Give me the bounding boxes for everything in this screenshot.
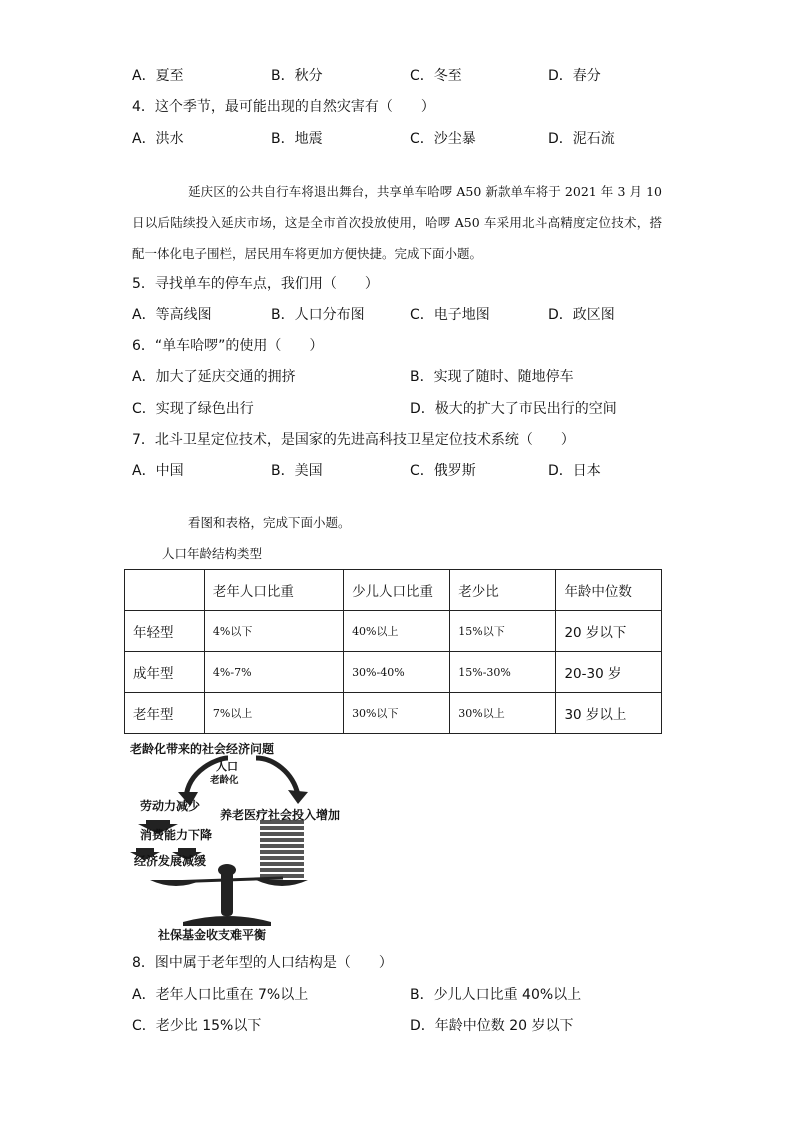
q8-stem: 8．图中属于老年型的人口结构是（ ） (132, 955, 393, 971)
diagram-label-investment: 养老医疗社会投入增加 (220, 808, 341, 822)
passage-table-intro: 看图和表格，完成下面小题。 (188, 515, 351, 530)
table-row (125, 652, 662, 693)
q7-option-c[interactable]: C．俄罗斯 (410, 463, 476, 479)
scale-pan-left (150, 880, 202, 886)
table-cell: 成年型 (125, 652, 205, 693)
population-structure-table (124, 569, 662, 734)
table-header-cell: 老年人口比重 (204, 570, 343, 611)
table-cell: 20 岁以下 (556, 611, 662, 652)
q5-option-a[interactable]: A．等高线图 (132, 307, 212, 323)
table-cell: 4%以下 (204, 611, 343, 652)
diagram-label-economy: 经济发展减缓 (134, 854, 207, 868)
q7-option-d[interactable]: D．日本 (548, 463, 601, 479)
q4-option-c[interactable]: C．沙尘暴 (410, 131, 476, 147)
table-cell: 40%以上 (344, 611, 450, 652)
diagram-label-labor: 劳动力减少 (140, 799, 201, 813)
diagram-label-fund: 社保基金收支难平衡 (158, 928, 267, 942)
table-cell: 老年型 (125, 693, 205, 734)
q8-option-a[interactable]: A．老年人口比重在 7%以上 (132, 987, 309, 1003)
q3-option-a[interactable]: A．夏至 (132, 68, 184, 84)
table-cell: 30%-40% (344, 652, 450, 693)
q6-option-b[interactable]: B．实现了随时、随地停车 (410, 369, 574, 385)
table-header-row (125, 570, 662, 611)
q3-option-d[interactable]: D．春分 (548, 68, 601, 84)
table-cell: 30%以上 (450, 693, 556, 734)
table-cell: 年轻型 (125, 611, 205, 652)
q4-option-a[interactable]: A．洪水 (132, 131, 184, 147)
q8-option-b[interactable]: B．少儿人口比重 40%以上 (410, 987, 582, 1003)
table-cell: 30 岁以上 (556, 693, 662, 734)
q3-option-c[interactable]: C．冬至 (410, 68, 462, 84)
scale-base (183, 916, 271, 926)
scale-pan-right (256, 880, 308, 886)
table-cell: 15%-30% (450, 652, 556, 693)
q5-option-d[interactable]: D．政区图 (548, 307, 615, 323)
q5-stem: 5．寻找单车的停车点，我们用（ ） (132, 276, 379, 292)
cycle-arrow-right (256, 758, 298, 795)
q5-option-c[interactable]: C．电子地图 (410, 307, 490, 323)
diagram-label-population: 人口 (216, 760, 238, 773)
coin-stack-icon (260, 820, 304, 878)
table-header-cell: 年龄中位数 (556, 570, 662, 611)
passage-bike (132, 176, 662, 269)
q6-option-d[interactable]: D．极大的扩大了市民出行的空间 (410, 401, 617, 417)
table-cell: 15%以下 (450, 611, 556, 652)
diagram-title: 老龄化带来的社会经济问题 (130, 742, 275, 756)
passage-bike-text: 延庆区的公共自行车将退出舞台，共享单车哈啰 A50 新款单车将于 2021 年 3 月 10 日以后陆续投入延庆市场，这是全市首次投放使用，哈啰 A50 车采用北斗高精度定位技术，搭配一体化电子围栏，居民用车将更加方便快捷。完成下面小题。 (132, 184, 662, 261)
table-row (125, 693, 662, 734)
q3-option-b[interactable]: B．秋分 (271, 68, 323, 84)
q6-option-a[interactable]: A．加大了延庆交通的拥挤 (132, 369, 296, 385)
table-cell: 7%以上 (204, 693, 343, 734)
table-cell: 4%-7% (204, 652, 343, 693)
table-header-cell (125, 570, 205, 611)
diagram-label-consumption: 消费能力下降 (140, 828, 213, 842)
scale-top (218, 864, 236, 876)
diagram-label-aging: 老龄化 (210, 775, 239, 786)
table-cell: 30%以下 (344, 693, 450, 734)
table-row (125, 611, 662, 652)
q6-option-c[interactable]: C．实现了绿色出行 (132, 401, 254, 417)
q6-stem: 6．“单车哈啰”的使用（ ） (132, 338, 324, 354)
table-cell: 20-30 岁 (556, 652, 662, 693)
q4-option-d[interactable]: D．泥石流 (548, 131, 615, 147)
table-caption: 人口年龄结构类型 (162, 546, 263, 561)
table-header-cell: 老少比 (450, 570, 556, 611)
table-header-cell: 少儿人口比重 (344, 570, 450, 611)
q7-option-a[interactable]: A．中国 (132, 463, 184, 479)
arrow-head-right (288, 790, 308, 804)
q8-option-c[interactable]: C．老少比 15%以下 (132, 1018, 262, 1034)
aging-problems-diagram (128, 740, 368, 945)
q4-stem: 4．这个季节，最可能出现的自然灾害有（ ） (132, 99, 435, 115)
q8-option-d[interactable]: D．年龄中位数 20 岁以下 (410, 1018, 574, 1034)
q7-option-b[interactable]: B．美国 (271, 463, 323, 479)
q4-option-b[interactable]: B．地震 (271, 131, 323, 147)
q7-stem: 7．北斗卫星定位技术，是国家的先进高科技卫星定位技术系统（ ） (132, 432, 575, 448)
q5-option-b[interactable]: B．人口分布图 (271, 307, 365, 323)
